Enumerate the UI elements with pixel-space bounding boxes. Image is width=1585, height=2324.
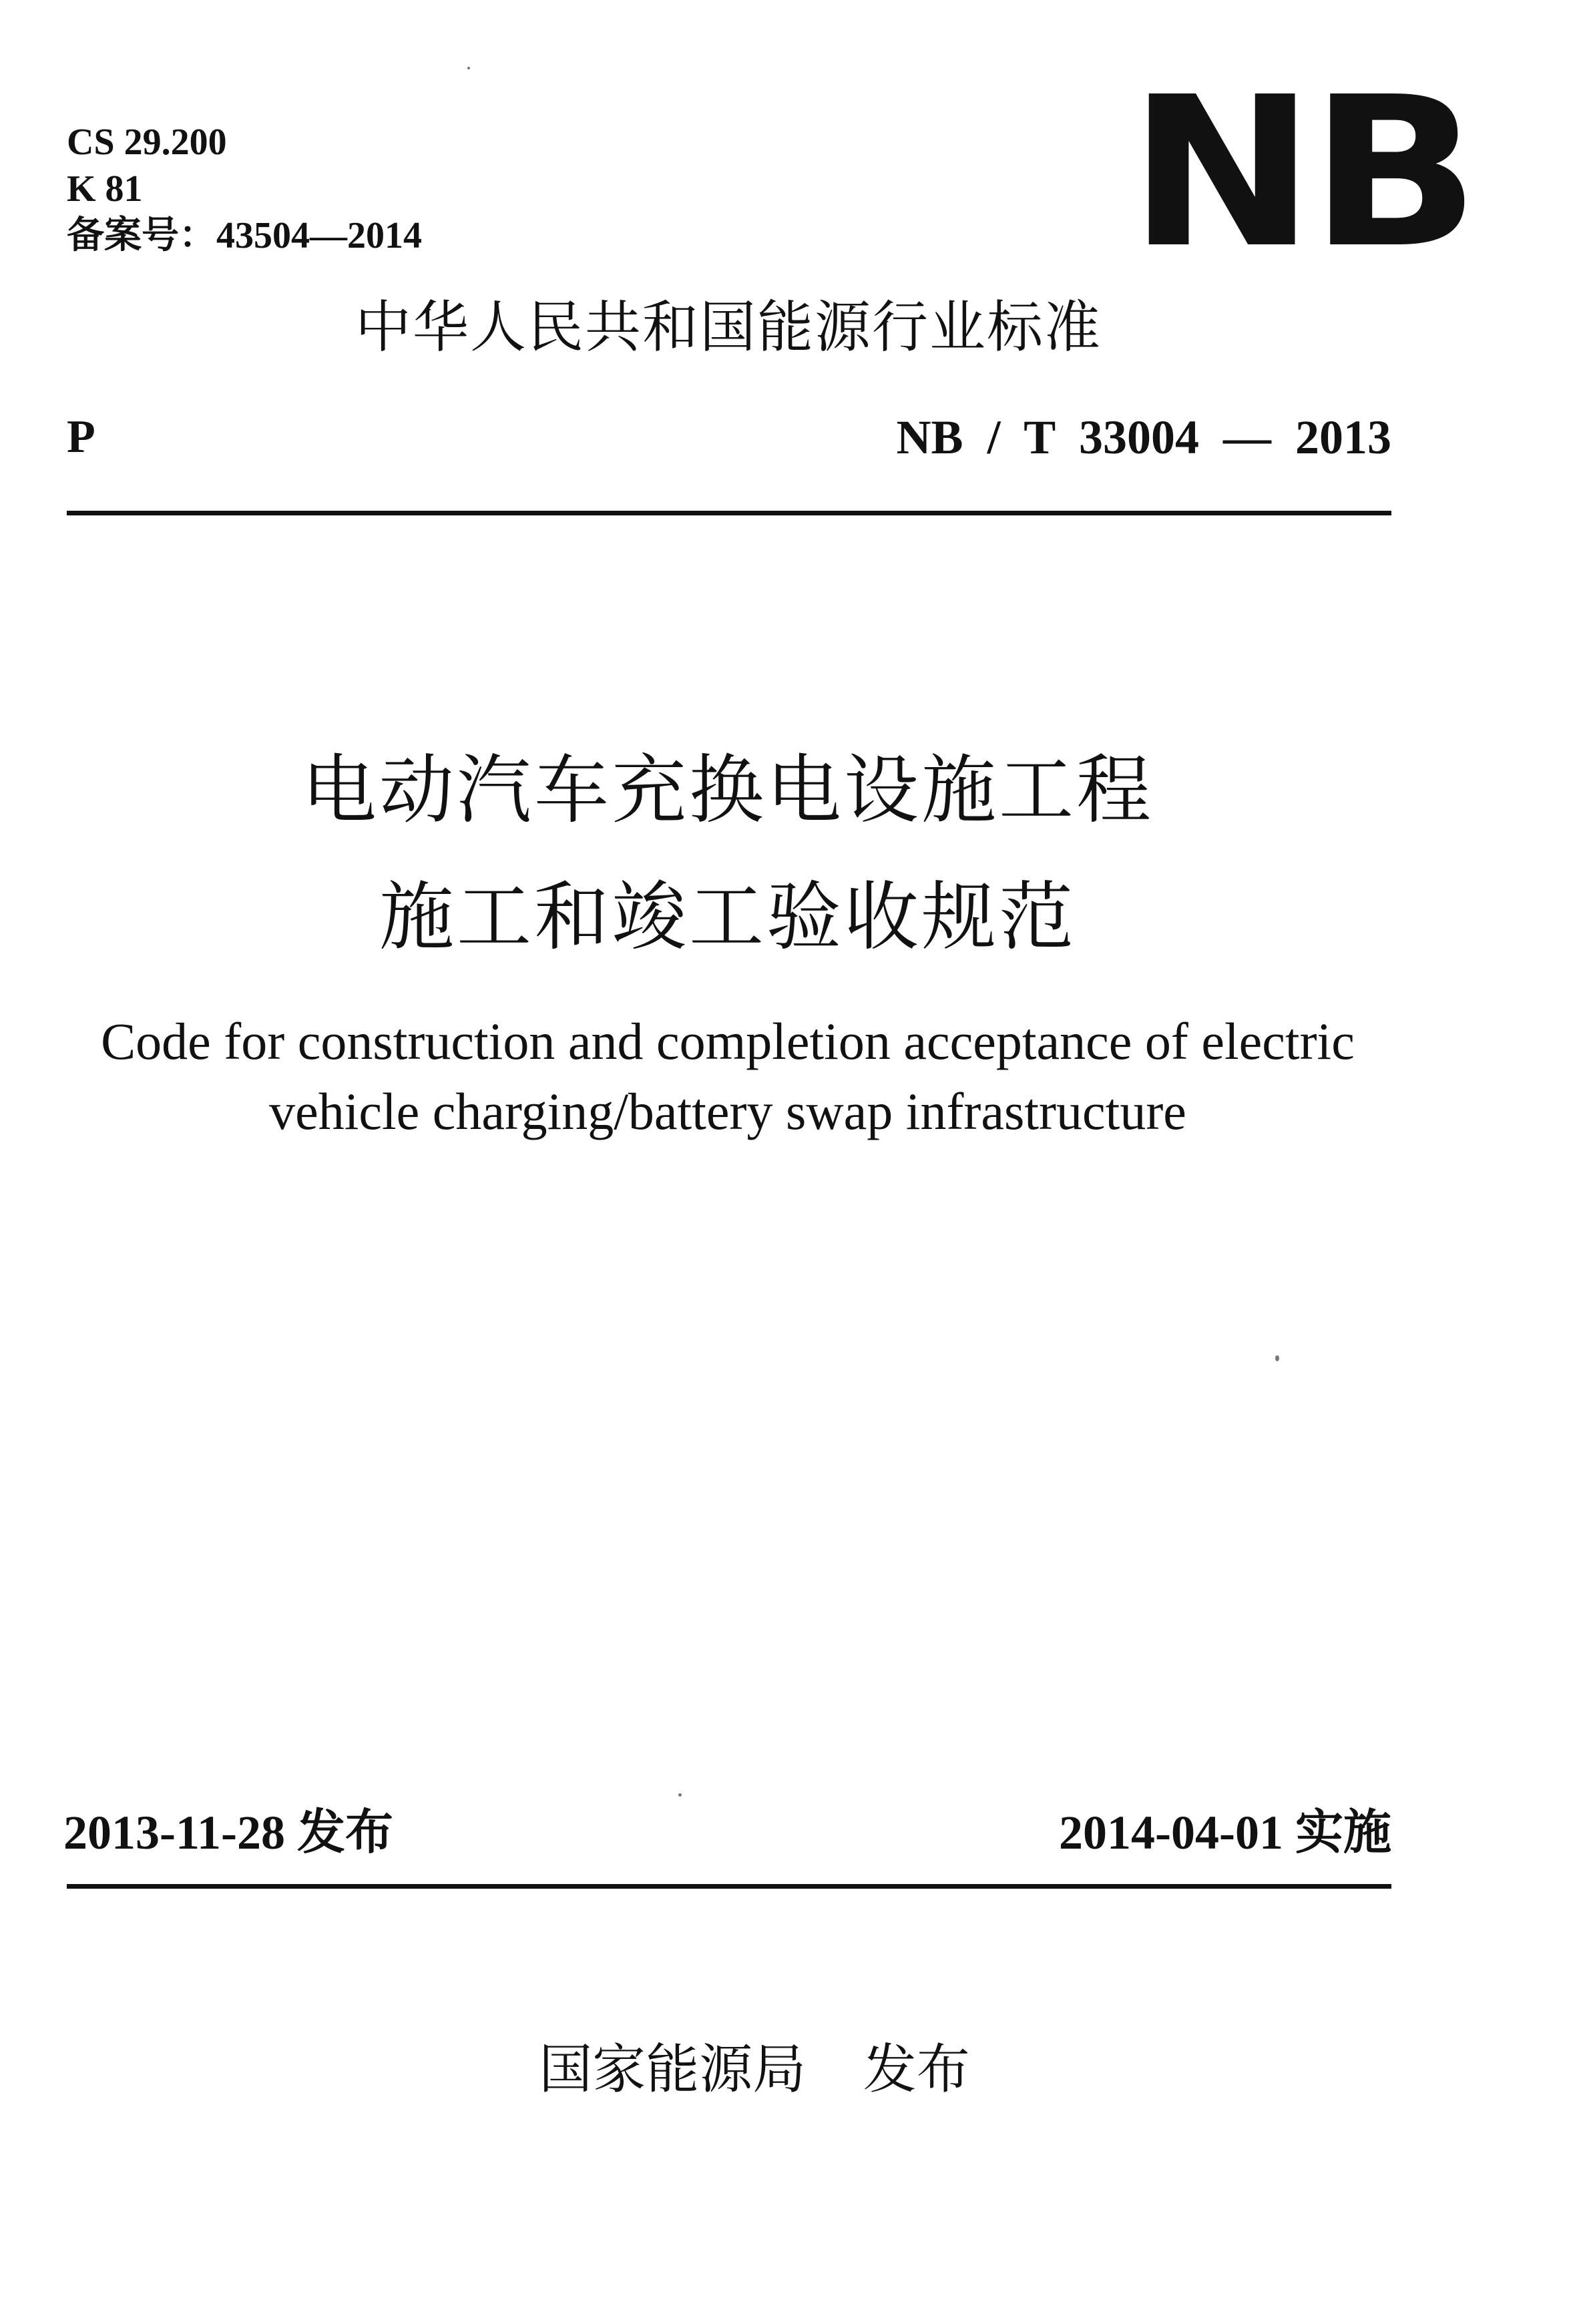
header-divider bbox=[67, 511, 1391, 515]
scan-speck bbox=[467, 67, 470, 69]
nb-logo: NB bbox=[1128, 53, 1475, 294]
title-en-line2: vehicle charging/battery swap infrastructure bbox=[269, 1082, 1186, 1140]
scan-speck bbox=[678, 1793, 682, 1797]
filing-number: 备案号：43504—2014 bbox=[67, 215, 422, 256]
effective-date: 2014-04-01 实施 bbox=[1059, 1806, 1391, 1859]
classification-mark: P bbox=[67, 411, 95, 463]
footer-divider bbox=[67, 1884, 1391, 1889]
title-en-line1: Code for construction and completion acceptance of electric bbox=[101, 1012, 1355, 1070]
ccs-code: K 81 bbox=[67, 168, 143, 210]
title-zh-line2: 施工和竣工验收规范 bbox=[379, 877, 1076, 959]
standard-number: NB / T 33004 — 2013 bbox=[896, 411, 1391, 464]
agency-title: 中华人民共和国能源行业标准 bbox=[355, 294, 1102, 360]
title-zh-line1: 电动汽车充换电设施工程 bbox=[302, 750, 1154, 833]
publisher: 国家能源局 发布 bbox=[539, 2038, 970, 2100]
issue-date: 2013-11-28 发布 bbox=[63, 1806, 393, 1859]
ics-code: CS 29.200 bbox=[67, 122, 227, 163]
scan-speck bbox=[1275, 1355, 1279, 1361]
